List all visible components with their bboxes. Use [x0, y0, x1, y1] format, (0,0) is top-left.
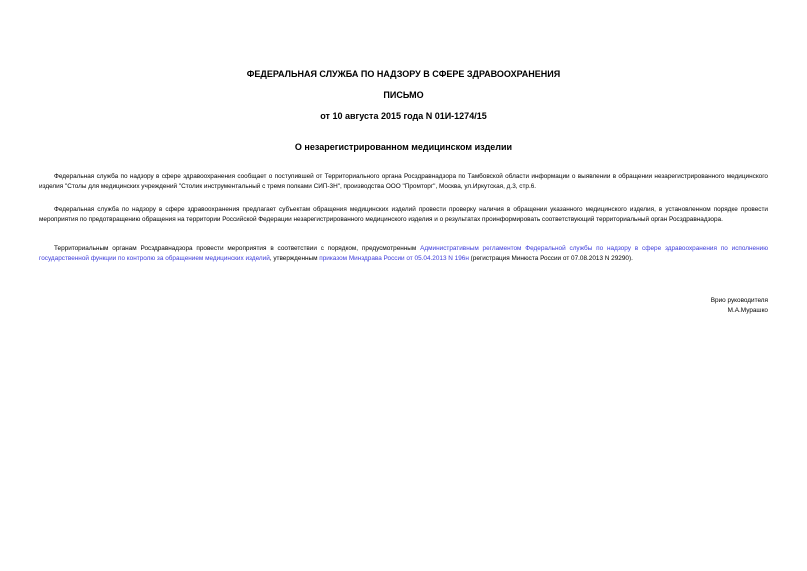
- body-paragraph-1: Федеральная служба по надзору в сфере здравоохранения сообщает о поступившей от Территориального органа Росздравнадзора по Тамбовской области информации о выявлении в обращении незарегистрированного медицинского изделия "Столы для медицинских учреждений "Столик инструментальный с тремя полками СИП-3Н", производства ООО "Промторг", Москва, ул.Иркутская, д.3, стр.6.: [39, 173, 768, 191]
- document-date-number: от 10 августа 2015 года N 01И-1274/15: [320, 111, 487, 121]
- regulation-link[interactable]: Административным регламентом Федеральной службы по надзору в сфере здравоохранения по исполнению государственной функции по контролю за обращением медицинских изделий: [39, 245, 768, 263]
- paragraph-3-text-middle: , утвержденным: [269, 255, 320, 263]
- order-link[interactable]: приказом Минздрава России от 05.04.2013 N 196н: [319, 255, 469, 263]
- paragraph-3-text-after: (регистрация Минюста России от 07.08.2013 N 29290).: [468, 255, 633, 263]
- signature-name: М.А.Мурашко: [727, 307, 768, 314]
- body-paragraph-2: Федеральная служба по надзору в сфере здравоохранения предлагает субъектам обращения медицинских изделий провести проверку наличия в обращении указанного медицинского изделия, в установленном порядке провести мероприятия по предотвращению обращения на территории Российской Федерации незарегистрированного медицинского изделия и о результатах проинформировать соответствующий территориальный орган Росздравнадзора.: [39, 206, 768, 224]
- signature-title: Врио руководителя: [710, 297, 768, 304]
- paragraph-3-text-before: Территориальным органам Росздравнадзора провести мероприятия в соответствии с порядком, предусмотренным: [54, 245, 421, 252]
- organization-heading: ФЕДЕРАЛЬНАЯ СЛУЖБА ПО НАДЗОРУ В СФЕРЕ ЗДРАВООХРАНЕНИЯ: [246, 69, 561, 79]
- body-paragraph-3: [39, 244, 768, 265]
- document-subject: О незарегистрированном медицинском изделии: [294, 142, 513, 152]
- document-type-heading: ПИСЬМО: [383, 90, 424, 100]
